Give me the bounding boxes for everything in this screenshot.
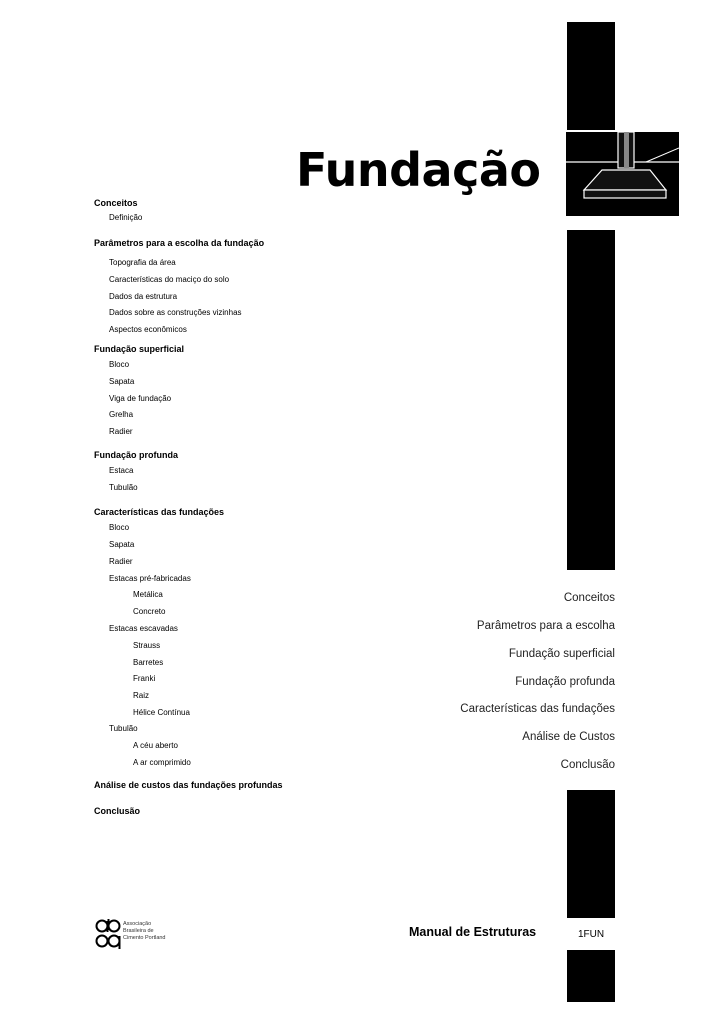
abcp-logo-icon: [94, 918, 122, 950]
toc-section: Conceitos: [94, 198, 138, 208]
sidebar-bar-lower: [567, 790, 615, 918]
foundation-illustration: [566, 132, 679, 216]
toc-subitem: Estaca: [109, 466, 134, 475]
toc-subitem: Viga de fundação: [109, 394, 172, 403]
toc-subitem: Metálica: [133, 590, 163, 599]
toc-subitem: Franki: [133, 674, 156, 683]
toc-subitem: Radier: [109, 427, 133, 436]
toc-subitem: A ar comprimido: [133, 758, 191, 767]
toc-subitem: Tubulão: [109, 724, 138, 733]
toc-subitem: Sapata: [109, 377, 135, 386]
abcp-logo: [94, 918, 184, 950]
nav-link[interactable]: Características das fundações: [460, 703, 615, 715]
toc-subitem: Barretes: [133, 658, 164, 667]
toc-subitem: Grelha: [109, 410, 134, 419]
sidebar-bar-top: [567, 22, 615, 130]
toc-section: Análise de custos das fundações profundas: [94, 780, 283, 790]
toc-subitem: Strauss: [133, 641, 161, 650]
nav-link[interactable]: Conceitos: [563, 592, 615, 604]
logo-line: Brasileira de: [123, 928, 154, 934]
nav-link[interactable]: Conclusão: [560, 759, 615, 771]
toc-subitem: Estacas pré-fabricadas: [109, 574, 191, 583]
toc-subitem: Tubulão: [109, 483, 138, 492]
toc-subitem: Raiz: [133, 691, 150, 700]
toc-subitem: A céu aberto: [133, 741, 178, 750]
toc-subitem: Estacas escavadas: [109, 624, 178, 633]
sidebar-bar-bottom: [567, 950, 615, 1002]
document-code: 1FUN: [567, 920, 615, 948]
page-title: Fundação: [296, 143, 541, 197]
logo-line: Cimento Portland: [123, 935, 166, 941]
nav-link[interactable]: Fundação superficial: [508, 648, 615, 660]
nav-link[interactable]: Fundação profunda: [515, 676, 615, 688]
nav-link[interactable]: Análise de Custos: [522, 731, 615, 743]
logo-line: Associação: [123, 921, 152, 927]
foundation-block-icon: [566, 132, 679, 216]
nav-link[interactable]: Parâmetros para a escolha: [476, 620, 615, 632]
toc-section: Características das fundações: [94, 507, 225, 517]
toc-subitem: Topografia da área: [109, 258, 176, 267]
toc-section: Conclusão: [94, 806, 141, 816]
toc-section: Fundação profunda: [94, 450, 178, 460]
toc-subitem: Dados da estrutura: [109, 292, 178, 301]
toc-subitem: Radier: [109, 557, 133, 566]
toc-subitem: Bloco: [109, 523, 130, 532]
toc-subitem: Sapata: [109, 540, 135, 549]
toc-subitem: Características do maciço do solo: [109, 275, 230, 284]
toc-subitem: Concreto: [133, 607, 166, 616]
toc-subitem: Aspectos econômicos: [109, 325, 187, 334]
toc-section: Fundação superficial: [94, 344, 185, 354]
toc-subitem: Definição: [109, 213, 143, 222]
sidebar-bar-middle: [567, 230, 615, 570]
toc-section: Parâmetros para a escolha da fundação: [94, 238, 265, 248]
toc-subitem: Hélice Contínua: [133, 708, 190, 717]
toc-subitem: Dados sobre as construções vizinhas: [109, 308, 242, 317]
manual-title: Manual de Estruturas: [409, 925, 537, 939]
toc-subitem: Bloco: [109, 360, 130, 369]
